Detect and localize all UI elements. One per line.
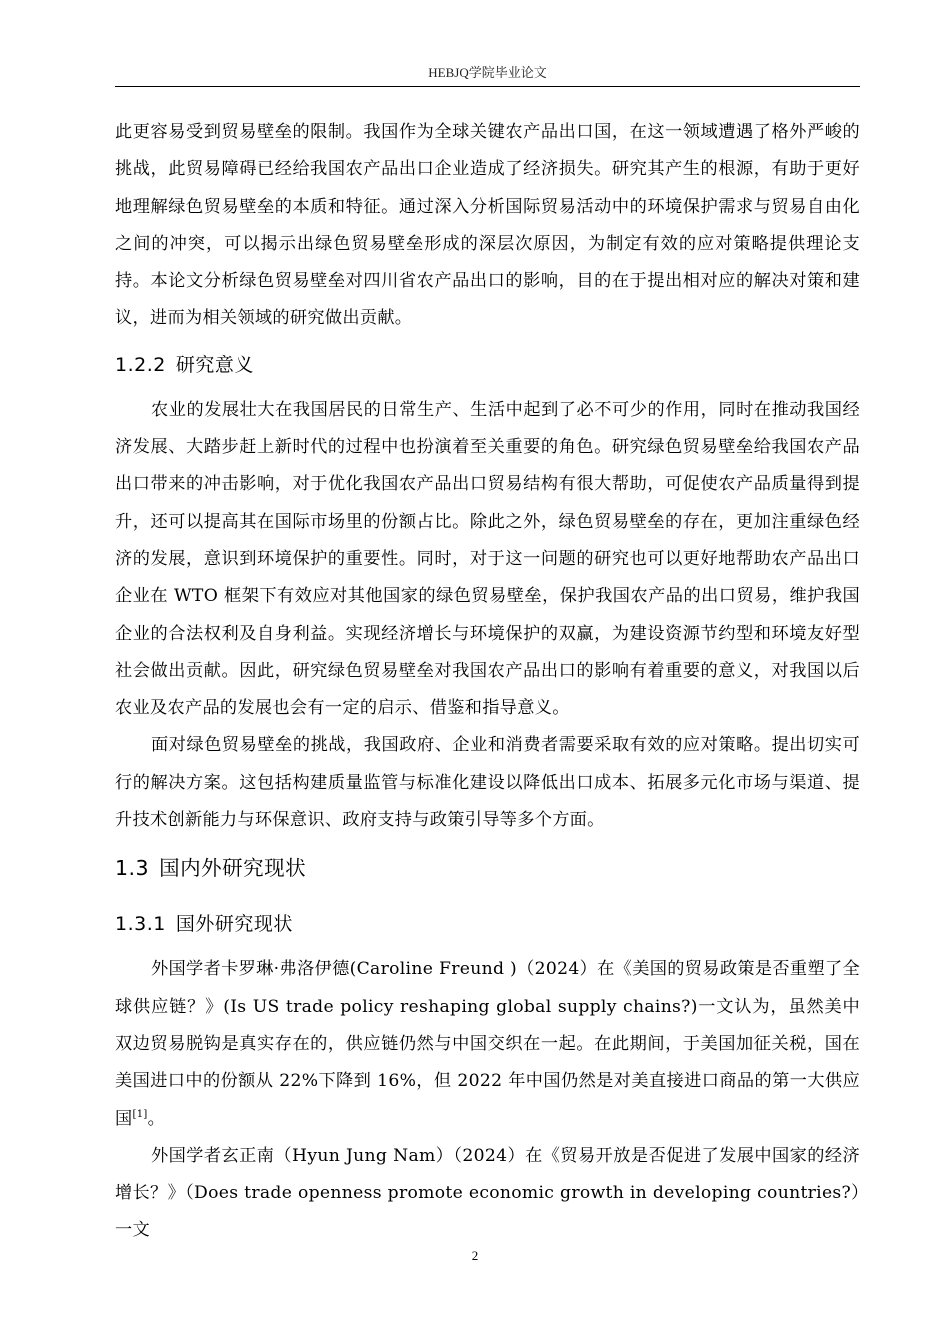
paragraph-nam: 外国学者玄正南（Hyun Jung Nam）（2024）在《贸易开放是否促进了发展中国家的经济增长？》（Does trade openness promote economic growth in developing countries?）一文 <box>115 1145 860 1241</box>
running-header: HEBJQ学院毕业论文 <box>428 65 547 80</box>
heading-1-3 <box>115 839 860 897</box>
heading-number: 1.2.2 <box>115 353 166 376</box>
header-rule <box>115 86 860 87</box>
paragraph-end: 。 <box>147 1108 166 1129</box>
heading-number: 1.3 <box>115 856 150 881</box>
heading-number: 1.3.1 <box>115 913 166 936</box>
paragraph-research-significance: 农业的发展壮大在我国居民的日常生产、生活中起到了必不可少的作用，同时在推动我国经济发展、大踏步赶上新时代的过程中也扮演着至关重要的角色。研究绿色贸易壁垒给我国农产品出口带来的冲击影响，对于优化我国农产品出口贸易结构有很大帮助，可促使农产品质量得到提升，还可以提高其在国际市场里的份额占比。除此之外，绿色贸易壁垒的存在，更加注重绿色经济的发展，意识到环境保护的重要性。同时，对于这一问题的研究也可以更好地帮助农产品出口企业在 WTO 框架下有效应对其他国家的绿色贸易壁垒，保护我国农产品的出口贸易，维护我国企业的合法权利及自身利益。实现经济增长与环境保护的双赢，为建设资源节约型和环境友好型社会做出贡献。因此，研究绿色贸易壁垒对我国农产品出口的影响有着重要的意义，对我国以后农业及农产品的发展也会有一定的启示、借鉴和指导意义。 <box>115 399 860 719</box>
citation-1: [1] <box>132 1108 148 1120</box>
heading-title: 国外研究现状 <box>175 913 293 936</box>
paragraph-strategies: 面对绿色贸易壁垒的挑战，我国政府、企业和消费者需要采取有效的应对策略。提出切实可行的解决方案。这包括构建质量监管与标准化建设以降低出口成本、拓展多元化市场与渠道、提升技术创新能力与环保意识、政府支持与政策引导等多个方面。 <box>115 735 860 831</box>
page-number: 2 <box>471 1248 479 1263</box>
heading-title: 研究意义 <box>175 353 254 376</box>
paragraph-text: 外国学者卡罗琳·弗洛伊德(Caroline Freund )（2024）在《美国的贸易政策是否重塑了全球供应链？》(Is US trade policy reshaping global supply chains?)一文认为，虽然美中双边贸易脱钩是真实存在的，供应链仍然与中国交织在一起。在此期间，于美国加征关税，国在美国进口中的份额从 22%下降到 16%，但 2022 年中国仍然是对美直接进口商品的第一大供应国 <box>115 959 860 1129</box>
heading-title: 国内外研究现状 <box>159 856 307 881</box>
heading-1-2-2 <box>115 338 860 392</box>
paragraph-freund <box>115 951 860 1137</box>
paragraph-continued: 此更容易受到贸易壁垒的限制。我国作为全球关键农产品出口国，在这一领域遭遇了格外严峻的挑战，此贸易障碍已经给我国农产品出口企业造成了经济损失。研究其产生的根源，有助于更好地理解绿色贸易壁垒的本质和特征。通过深入分析国际贸易活动中的环境保护需求与贸易自由化之间的冲突，可以揭示出绿色贸易壁垒形成的深层次原因，为制定有效的应对策略提供理论支持。本论文分析绿色贸易壁垒对四川省农产品出口的影响，目的在于提出相对应的解决对策和建议，进而为相关领域的研究做出贡献。 <box>115 122 860 329</box>
page-content <box>115 114 860 1250</box>
heading-1-3-1 <box>115 897 860 951</box>
